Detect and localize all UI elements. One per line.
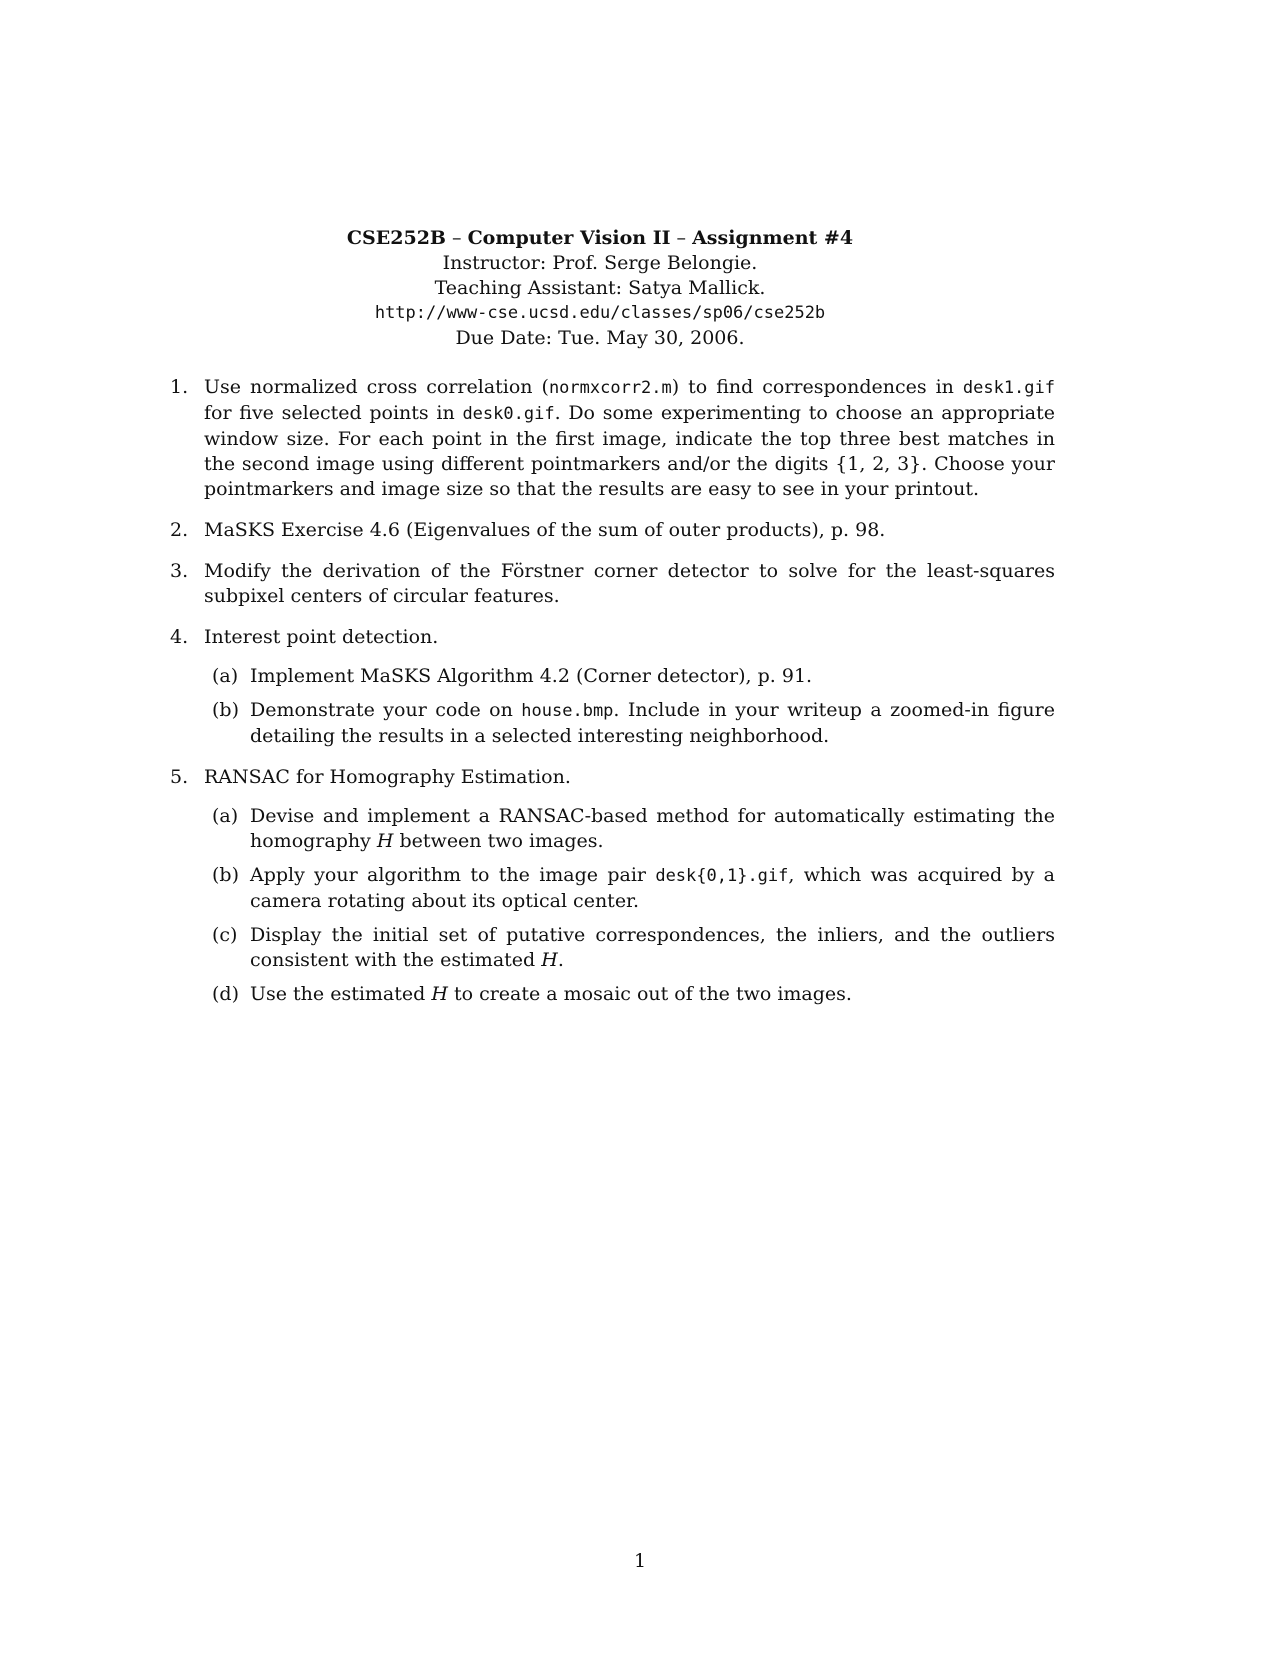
problem-text: for five selected points in (204, 402, 463, 424)
subproblem-text: Demonstrate your code on (250, 699, 522, 721)
subproblem-label: (b) (212, 699, 239, 721)
problem-text: Use normalized cross correlation ( (204, 376, 549, 398)
subproblem-5b (204, 863, 1055, 914)
problem-text: Modify the derivation of the Förstner corner detector to solve for the least-squares subpixel centers of circular features. (204, 560, 1055, 607)
problem-3 (170, 559, 1055, 609)
assignment-number: Assignment #4 (692, 227, 854, 249)
problem-number: 1. (170, 376, 189, 398)
problem-number: 4. (170, 626, 189, 648)
code-filename: desk1.gif (962, 378, 1055, 398)
course-url: http://www-cse.ucsd.edu/classes/sp06/cse252b (374, 303, 826, 323)
problem-2 (170, 518, 1055, 543)
subproblem-text: Display the initial set of putative correspondences, the inliers, and the outliers consistent with the estimated (250, 924, 1055, 971)
subproblem-text: Apply your algorithm to the image pair (250, 864, 656, 886)
math-variable: H (431, 983, 448, 1005)
page-number: 1 (633, 1550, 647, 1572)
assignment-title (200, 226, 1000, 251)
subproblem-list (204, 664, 1055, 749)
subproblem-text: between two images. (393, 830, 604, 852)
subproblem-label: (c) (212, 924, 238, 946)
subproblem-list (204, 804, 1055, 1007)
subproblem-4a (204, 664, 1055, 689)
math-variable: H (376, 830, 394, 852)
subproblem-text: Devise and implement a RANSAC-based method for automatically estimating the homography (250, 805, 1055, 852)
subproblem-text: Implement MaSKS Algorithm 4.2 (Corner detector), p. 91. (250, 665, 813, 687)
subproblem-label: (a) (212, 805, 239, 827)
subproblem-label: (b) (212, 864, 239, 886)
due-date: Due Date: Tue. May 30, 2006. (455, 327, 745, 349)
subproblem-text: to create a mosaic out of the two images. (447, 983, 852, 1005)
math-variable: H (541, 949, 558, 971)
title-separator: – (445, 227, 468, 249)
subproblem-5d (204, 982, 1055, 1007)
subproblem-5c (204, 923, 1055, 973)
problem-4 (170, 625, 1055, 749)
problem-text: ) to find correspondences in (671, 376, 963, 398)
problem-text: Interest point detection. (204, 626, 439, 648)
subproblem-label: (a) (212, 665, 239, 687)
problem-list (170, 375, 1055, 1007)
subproblem-label: (d) (212, 983, 239, 1005)
problem-1 (170, 375, 1055, 502)
problem-number: 2. (170, 519, 189, 541)
subproblem-text: . Include in your writeup a zoomed-in figure detailing the results in a selected interesting neighborhood. (250, 699, 1055, 747)
code-filename: desk0.gif (462, 404, 555, 424)
code-filename: house.bmp (521, 701, 614, 721)
subproblem-text: Use the estimated (250, 983, 432, 1005)
title-separator: – (670, 227, 693, 249)
code-filename: normxcorr2.m (548, 378, 672, 398)
problem-text: RANSAC for Homography Estimation. (204, 766, 571, 788)
course-code: CSE252B (346, 227, 446, 249)
problem-5 (170, 765, 1055, 1007)
assignment-header (200, 226, 1000, 351)
course-name: Computer Vision II (467, 227, 671, 249)
problem-text: MaSKS Exercise 4.6 (Eigenvalues of the sum of outer products), p. 98. (204, 519, 886, 541)
code-filename: desk{0,1}.gif (655, 866, 789, 886)
subproblem-text: . (557, 949, 564, 971)
problem-text: . Do some experimenting to choose an appropriate window size. For each point in the first image, indicate the top three best matches in the second image using different pointmarkers and/or the digits {1, 2, 3}. Choose your pointmarkers and image size so that the results are easy to see in your printout. (204, 402, 1056, 500)
problem-number: 3. (170, 560, 189, 582)
subproblem-5a (204, 804, 1055, 854)
problem-number: 5. (170, 766, 189, 788)
problem-list-container (170, 375, 1055, 1023)
subproblem-4b (204, 698, 1055, 749)
subproblem-text: , which was acquired by a camera rotating about its optical center. (250, 864, 1055, 912)
instructor-line: Instructor: Prof. Serge Belongie. (442, 252, 758, 274)
ta-line: Teaching Assistant: Satya Mallick. (434, 277, 766, 299)
